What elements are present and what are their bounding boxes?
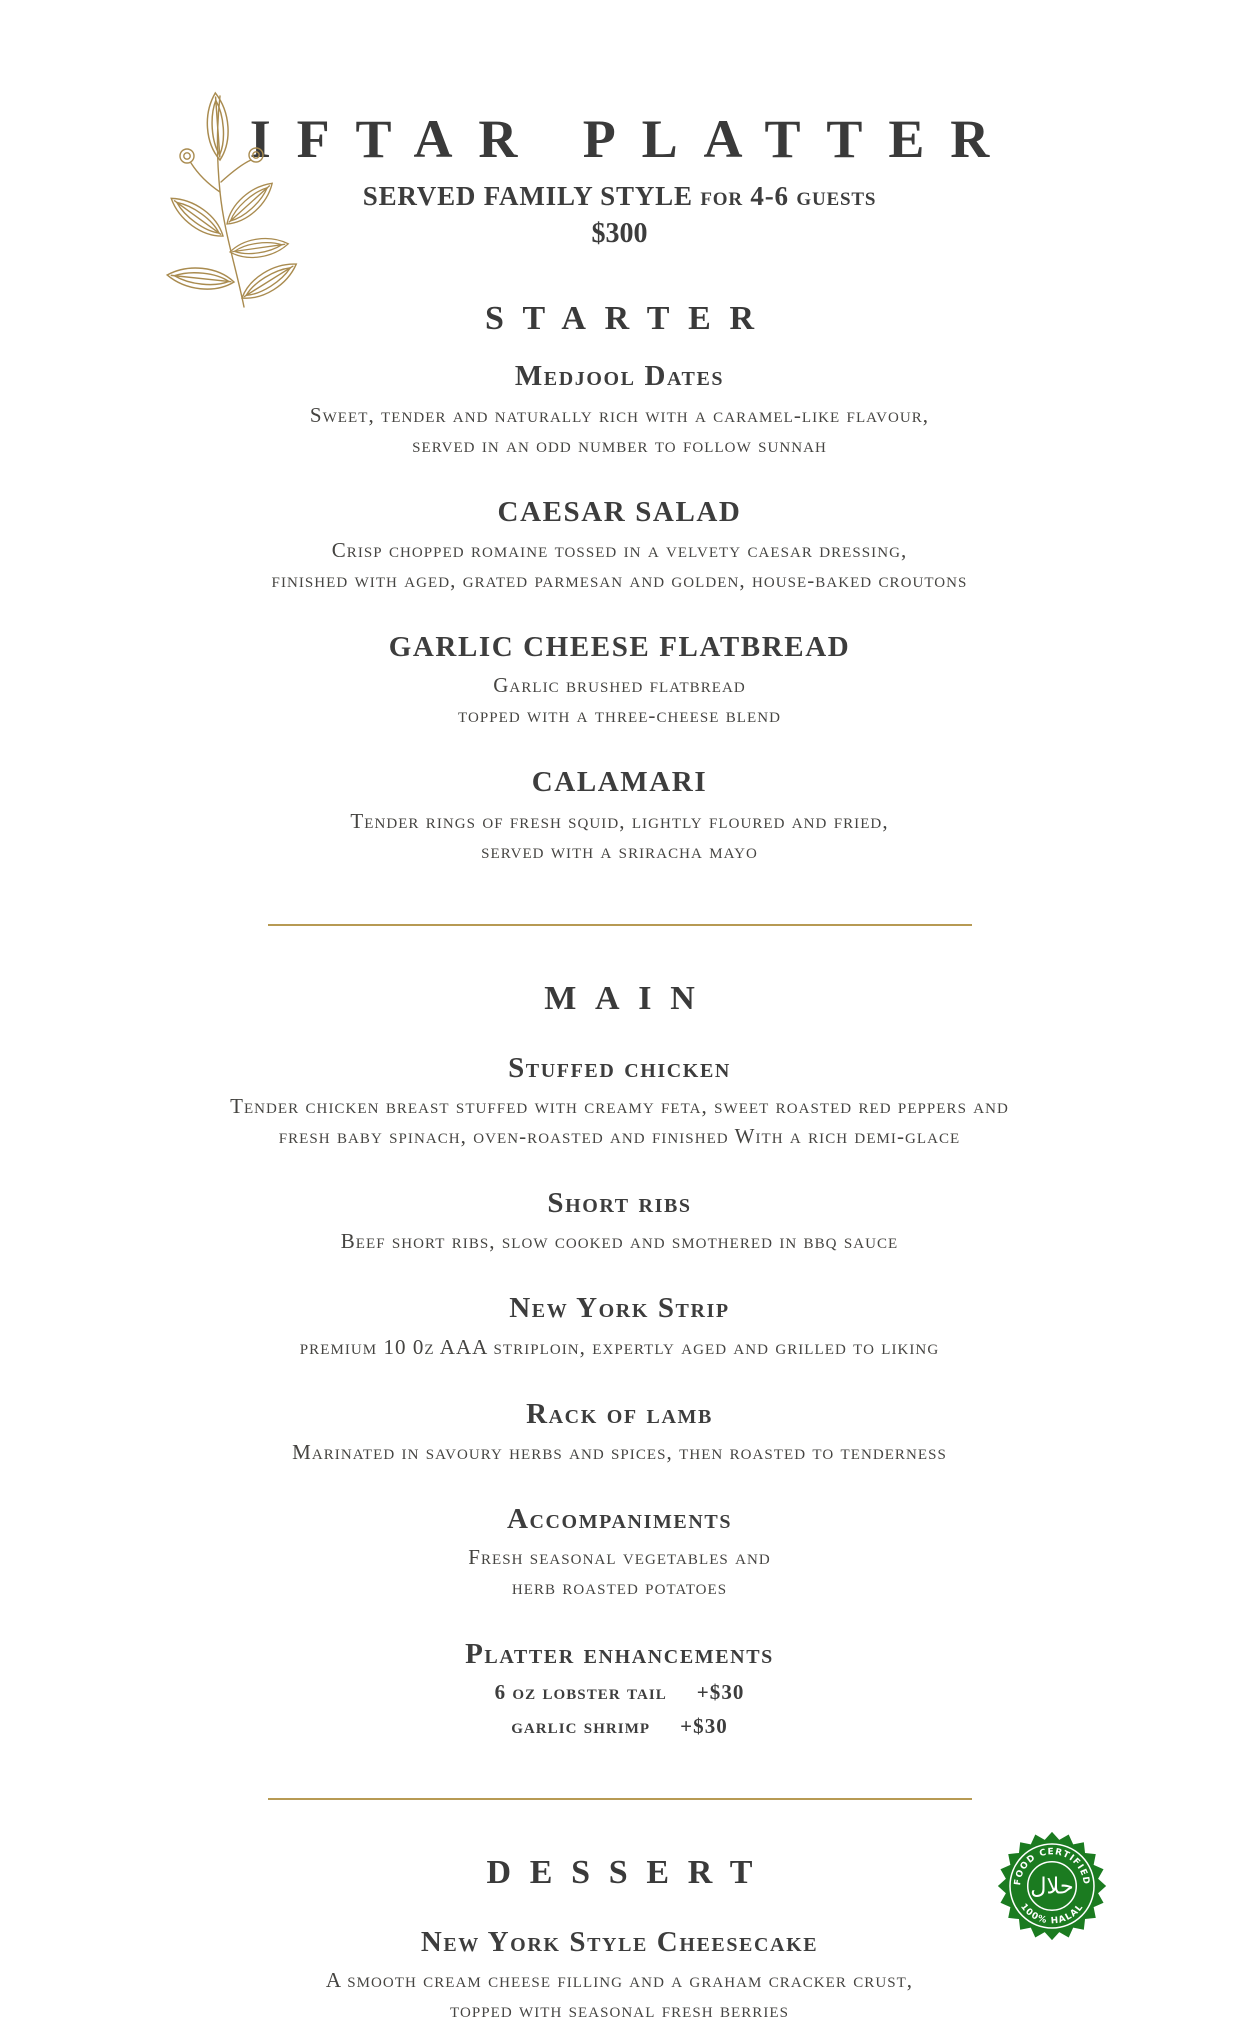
menu-subtitle: SERVED FAMILY STYLE for 4-6 guests xyxy=(20,180,1220,214)
badge-top-text: FOOD CERTIFIED xyxy=(1013,1847,1091,1886)
item-name: Stuffed chicken xyxy=(20,1052,1220,1085)
item-description-line: herb roasted potatoes xyxy=(90,1572,1150,1602)
section-heading-starter: STARTER xyxy=(20,302,1239,336)
badge-bottom-text: 100% HALAL xyxy=(1018,1902,1086,1926)
menu-item-platter-enhancements xyxy=(20,1638,1220,1739)
menu-item-short-ribs xyxy=(20,1187,1220,1256)
item-description-line: Crisp chopped romaine tossed in a velvety caesar dressing, xyxy=(90,535,1150,565)
enhancement-label: 6 oz lobster tail xyxy=(495,1680,667,1704)
section-divider xyxy=(268,1798,972,1800)
item-description-line: Tender rings of fresh squid, lightly floured and fried, xyxy=(90,806,1150,836)
item-name: CAESAR SALAD xyxy=(20,496,1220,529)
item-name: Short ribs xyxy=(20,1187,1220,1220)
item-name: GARLIC CHEESE FLATBREAD xyxy=(20,631,1220,664)
item-description-line: Tender chicken breast stuffed with creamy feta, sweet roasted red peppers and xyxy=(90,1091,1150,1121)
enhancement-price: +$30 xyxy=(680,1714,728,1738)
item-description-line: A smooth cream cheese filling and a graham cracker crust, xyxy=(90,1965,1150,1995)
item-description-line: premium 10 0z AAA striploin, expertly aged and grilled to liking xyxy=(90,1332,1150,1362)
item-name: Accompaniments xyxy=(20,1503,1220,1536)
menu-item-caesar-salad xyxy=(20,496,1220,595)
page-title: IFTAR PLATTER xyxy=(20,112,1239,166)
item-description-line: Sweet, tender and naturally rich with a caramel-like flavour, xyxy=(90,400,1150,430)
enhancement-label: garlic shrimp xyxy=(511,1714,650,1738)
item-description-line: topped with seasonal fresh berries xyxy=(90,1995,1150,2025)
badge-center-text: حلال xyxy=(1030,1873,1073,1899)
item-description-line: finished with aged, grated parmesan and golden, house-baked croutons xyxy=(90,565,1150,595)
menu-item-medjool-dates xyxy=(20,360,1220,459)
section-heading-main: MAIN xyxy=(20,982,1239,1016)
menu-page xyxy=(20,0,1220,1977)
menu-item-rack-of-lamb xyxy=(20,1398,1220,1467)
item-description-line: Beef short ribs, slow cooked and smothered in bbq sauce xyxy=(90,1226,1150,1256)
halal-seal-icon xyxy=(996,1830,1108,1942)
section-heading-dessert: DESSERT xyxy=(20,1856,1239,1890)
item-description-line: topped with a three-cheese blend xyxy=(90,700,1150,730)
menu-body xyxy=(20,302,1220,2025)
platter-price: $300 xyxy=(20,217,1220,251)
item-name: CALAMARI xyxy=(20,766,1220,799)
item-description-line: served with a sriracha mayo xyxy=(90,836,1150,866)
item-name: Rack of lamb xyxy=(20,1398,1220,1431)
item-description-line: Fresh seasonal vegetables and xyxy=(90,1542,1150,1572)
item-name: New York Strip xyxy=(20,1292,1220,1325)
menu-item-calamari xyxy=(20,766,1220,865)
menu-item-garlic-cheese-flatbread xyxy=(20,631,1220,730)
item-description-line: Garlic brushed flatbread xyxy=(90,670,1150,700)
enhancement-row xyxy=(20,1712,1220,1740)
enhancement-price: +$30 xyxy=(697,1680,745,1704)
menu-item-new-york-strip xyxy=(20,1292,1220,1361)
section-divider xyxy=(268,924,972,926)
menu-item-accompaniments xyxy=(20,1503,1220,1602)
item-description-line: fresh baby spinach, oven-roasted and finished With a rich demi-glace xyxy=(90,1121,1150,1151)
enhancement-row xyxy=(20,1678,1220,1706)
item-name: Platter enhancements xyxy=(20,1638,1220,1671)
botanical-branch-icon xyxy=(156,62,346,307)
item-description-line: served in an odd number to follow sunnah xyxy=(90,430,1150,460)
item-description-line: Marinated in savoury herbs and spices, then roasted to tenderness xyxy=(90,1437,1150,1467)
item-name: New York Style Cheesecake xyxy=(20,1926,1220,1959)
menu-item-stuffed-chicken xyxy=(20,1052,1220,1151)
item-name: Medjool Dates xyxy=(20,360,1220,393)
